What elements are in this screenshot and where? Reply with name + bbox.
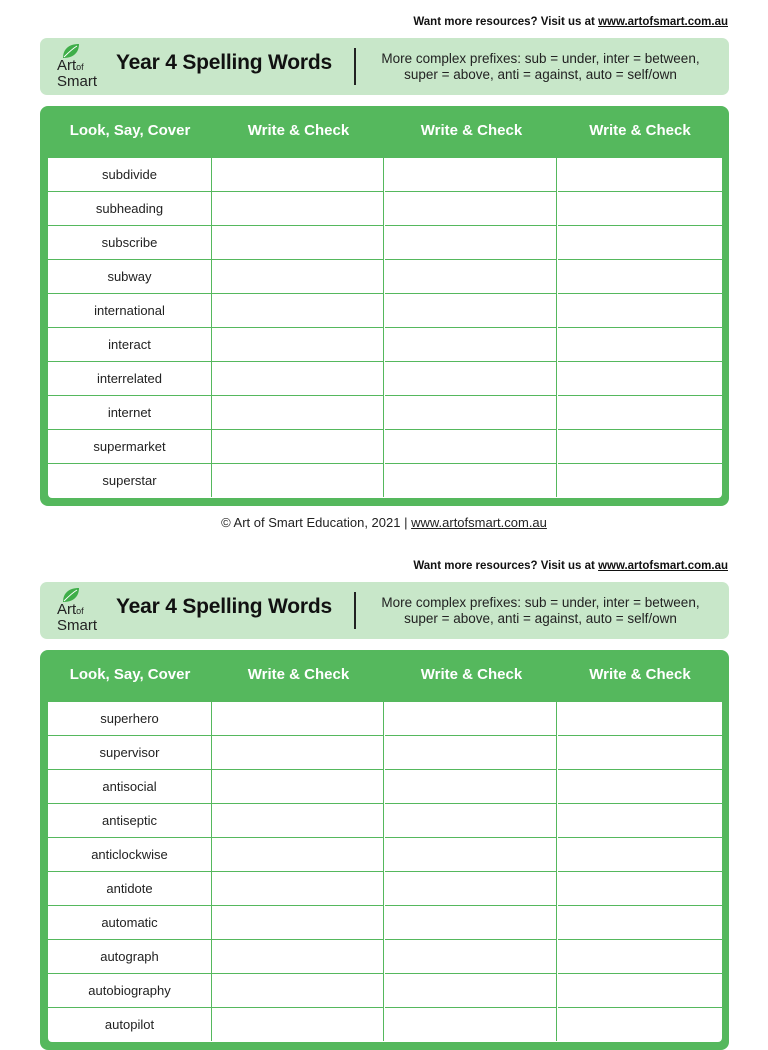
- write-check-cell[interactable]: [558, 736, 722, 770]
- write-check-cell[interactable]: [558, 1008, 722, 1041]
- write-check-cell[interactable]: [558, 362, 722, 396]
- prefix-description: [358, 51, 723, 83]
- description-line-2: super = above, anti = against, auto = self/own: [404, 67, 677, 82]
- write-check-cell[interactable]: [212, 396, 384, 430]
- spelling-word: subscribe: [48, 226, 212, 260]
- table-row: [48, 362, 722, 396]
- promo-link[interactable]: www.artofsmart.com.au: [598, 16, 728, 28]
- write-check-cell[interactable]: [385, 770, 557, 804]
- promo-line: [413, 16, 728, 28]
- write-check-cell[interactable]: [385, 736, 557, 770]
- write-check-cell[interactable]: [212, 158, 384, 192]
- write-check-cell[interactable]: [558, 396, 722, 430]
- column-header-look-say-cover: Look, Say, Cover: [69, 666, 191, 683]
- write-check-cell[interactable]: [385, 430, 557, 464]
- art-of-smart-logo: [57, 43, 107, 91]
- logo-art-text: Artof: [57, 601, 84, 618]
- header-divider: [354, 48, 356, 85]
- write-check-cell[interactable]: [558, 226, 722, 260]
- spelling-word: subway: [48, 260, 212, 294]
- table-body: [48, 702, 722, 1042]
- write-check-cell[interactable]: [385, 940, 557, 974]
- table-row: [48, 1008, 722, 1042]
- write-check-cell[interactable]: [558, 872, 722, 906]
- logo-smart-text: Smart: [57, 617, 98, 634]
- write-check-cell[interactable]: [558, 294, 722, 328]
- write-check-cell[interactable]: [385, 464, 557, 497]
- write-check-cell[interactable]: [212, 362, 384, 396]
- table-row: [48, 804, 722, 838]
- table-row: [48, 260, 722, 294]
- write-check-cell[interactable]: [558, 974, 722, 1008]
- description-line-1: More complex prefixes: sub = under, inter = between,: [381, 595, 700, 610]
- table-row: [48, 464, 722, 498]
- write-check-cell[interactable]: [558, 770, 722, 804]
- write-check-cell[interactable]: [385, 226, 557, 260]
- write-check-cell[interactable]: [212, 770, 384, 804]
- write-check-cell[interactable]: [385, 158, 557, 192]
- write-check-cell[interactable]: [212, 260, 384, 294]
- description-line-1: More complex prefixes: sub = under, inter = between,: [381, 51, 700, 66]
- write-check-cell[interactable]: [558, 702, 722, 736]
- write-check-cell[interactable]: [385, 906, 557, 940]
- write-check-cell[interactable]: [212, 328, 384, 362]
- spelling-word: autopilot: [48, 1008, 212, 1041]
- write-check-cell[interactable]: [212, 430, 384, 464]
- spelling-word: supervisor: [48, 736, 212, 770]
- spelling-word: antiseptic: [48, 804, 212, 838]
- write-check-cell[interactable]: [385, 804, 557, 838]
- write-check-cell[interactable]: [212, 192, 384, 226]
- write-check-cell[interactable]: [558, 328, 722, 362]
- header-divider: [354, 592, 356, 629]
- table-row: [48, 328, 722, 362]
- table-row: [48, 226, 722, 260]
- column-header-write-check: Write & Check: [589, 666, 691, 683]
- write-check-cell[interactable]: [212, 736, 384, 770]
- column-header-write-check: Write & Check: [420, 122, 523, 139]
- table-body: [48, 158, 722, 498]
- promo-link[interactable]: www.artofsmart.com.au: [598, 560, 728, 572]
- write-check-cell[interactable]: [385, 838, 557, 872]
- worksheet-header: [40, 582, 729, 639]
- write-check-cell[interactable]: [385, 294, 557, 328]
- spelling-word: autograph: [48, 940, 212, 974]
- write-check-cell[interactable]: [385, 260, 557, 294]
- spelling-word: antisocial: [48, 770, 212, 804]
- write-check-cell[interactable]: [558, 464, 722, 497]
- write-check-cell[interactable]: [212, 838, 384, 872]
- spelling-word: autobiography: [48, 974, 212, 1008]
- write-check-cell[interactable]: [558, 940, 722, 974]
- spelling-word: supermarket: [48, 430, 212, 464]
- write-check-cell[interactable]: [212, 464, 384, 497]
- spelling-word: international: [48, 294, 212, 328]
- write-check-cell[interactable]: [212, 906, 384, 940]
- spelling-word: subheading: [48, 192, 212, 226]
- column-header-write-check: Write & Check: [420, 666, 523, 683]
- write-check-cell[interactable]: [212, 974, 384, 1008]
- column-header-write-check: Write & Check: [247, 122, 350, 139]
- page-title: Year 4 Spelling Words: [116, 595, 332, 618]
- spelling-table: [40, 650, 729, 1050]
- promo-line: [413, 560, 728, 572]
- spelling-word: interrelated: [48, 362, 212, 396]
- table-row: [48, 192, 722, 226]
- column-header-look-say-cover: Look, Say, Cover: [69, 122, 191, 139]
- column-header-write-check: Write & Check: [589, 122, 691, 139]
- promo-text: Want more resources? Visit us at: [413, 16, 599, 28]
- spelling-word: antidote: [48, 872, 212, 906]
- write-check-cell[interactable]: [212, 872, 384, 906]
- write-check-cell[interactable]: [212, 294, 384, 328]
- write-check-cell[interactable]: [558, 804, 722, 838]
- write-check-cell[interactable]: [385, 362, 557, 396]
- write-check-cell[interactable]: [558, 906, 722, 940]
- logo-art-text: Artof: [57, 57, 84, 74]
- write-check-cell[interactable]: [212, 702, 384, 736]
- table-header: [40, 650, 729, 702]
- write-check-cell[interactable]: [212, 804, 384, 838]
- write-check-cell[interactable]: [558, 158, 722, 192]
- spelling-word: superstar: [48, 464, 212, 497]
- write-check-cell[interactable]: [385, 974, 557, 1008]
- write-check-cell[interactable]: [558, 430, 722, 464]
- description-line-2: super = above, anti = against, auto = self/own: [404, 611, 677, 626]
- art-of-smart-logo: [57, 587, 107, 635]
- table-row: [48, 974, 722, 1008]
- table-row: [48, 906, 722, 940]
- spelling-table: [40, 106, 729, 506]
- spelling-word: anticlockwise: [48, 838, 212, 872]
- column-header-write-check: Write & Check: [247, 666, 350, 683]
- table-row: [48, 158, 722, 192]
- write-check-cell[interactable]: [212, 226, 384, 260]
- page-title: Year 4 Spelling Words: [116, 51, 332, 74]
- prefix-description: [358, 595, 723, 627]
- copyright-footer: [0, 515, 768, 530]
- spelling-word: superhero: [48, 702, 212, 736]
- write-check-cell[interactable]: [558, 838, 722, 872]
- spelling-word: automatic: [48, 906, 212, 940]
- write-check-cell[interactable]: [385, 872, 557, 906]
- spelling-word: subdivide: [48, 158, 212, 192]
- table-row: [48, 940, 722, 974]
- table-row: [48, 872, 722, 906]
- spelling-word: interact: [48, 328, 212, 362]
- promo-text: Want more resources? Visit us at: [413, 560, 599, 572]
- worksheet-header: [40, 38, 729, 95]
- logo-smart-text: Smart: [57, 73, 98, 90]
- write-check-cell[interactable]: [385, 192, 557, 226]
- write-check-cell[interactable]: [558, 260, 722, 294]
- write-check-cell[interactable]: [212, 1008, 384, 1041]
- table-header: [40, 106, 729, 158]
- table-row: [48, 396, 722, 430]
- write-check-cell[interactable]: [212, 940, 384, 974]
- footer-link[interactable]: www.artofsmart.com.au: [411, 515, 547, 530]
- write-check-cell[interactable]: [385, 396, 557, 430]
- table-row: [48, 294, 722, 328]
- table-row: [48, 838, 722, 872]
- write-check-cell[interactable]: [385, 1008, 557, 1041]
- table-row: [48, 770, 722, 804]
- write-check-cell[interactable]: [385, 328, 557, 362]
- table-row: [48, 736, 722, 770]
- write-check-cell[interactable]: [558, 192, 722, 226]
- write-check-cell[interactable]: [385, 702, 557, 736]
- table-row: [48, 430, 722, 464]
- table-row: [48, 702, 722, 736]
- copyright-text: © Art of Smart Education, 2021 |: [221, 515, 412, 530]
- spelling-word: internet: [48, 396, 212, 430]
